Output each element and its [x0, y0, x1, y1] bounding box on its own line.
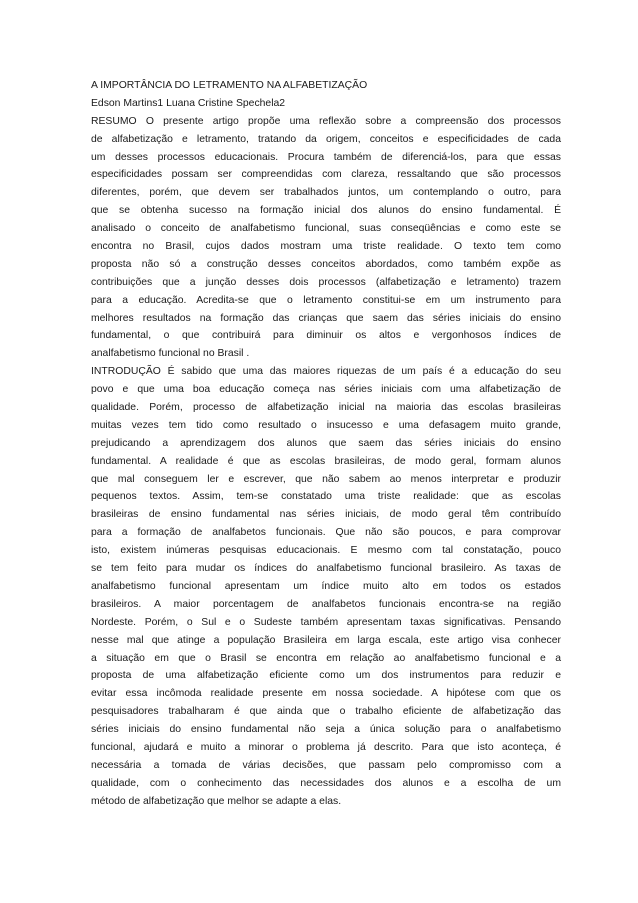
text-line: contribuições que a junção desses dois processos (alfabetização e letramento) trazem	[91, 276, 561, 288]
text-line: povo e que uma boa educação começa nas séries iniciais com uma alfabetização de	[91, 384, 561, 396]
text-line: brasileiros. A maior porcentagem de analfabetos funcionais encontra-se na região	[91, 598, 561, 610]
text-line: analisado o conceito de analfabetismo funcional, suas conseqüências e como este se	[91, 223, 561, 235]
text-line: a situação em que o Brasil se encontra em relação ao analfabetismo funcional e a	[91, 652, 561, 664]
text-line: qualidade, com o conhecimento das necessidades dos alunos e a escolha de um	[91, 777, 561, 789]
introduction-line: INTRODUÇÃO É sabido que uma das maiores riquezas de um país é a educação do seu	[91, 366, 561, 378]
text-line: encontra no Brasil, cujos dados mostram uma triste realidade. O texto tem como	[91, 241, 561, 253]
text-line: analfabetismo funcional no Brasil .	[91, 348, 250, 360]
text-line: nesse mal que atinge a população Brasileira em larga escala, este artigo visa conhecer	[91, 634, 561, 646]
text-line: necessária a tomada de várias decisões, que passam pelo compromisso com a	[91, 759, 561, 771]
text-line: melhores resultados na formação das crianças que saem das séries iniciais do ensino	[91, 312, 561, 324]
abstract-line: RESUMO O presente artigo propõe uma reflexão sobre a compreensão dos processos	[91, 115, 561, 127]
text-line: fundamental, o que contribuirá para diminuir os altos e vergonhosos índices de	[91, 330, 561, 342]
text-line: prejudicando a aprendizagem dos alunos que saem das séries iniciais do ensino	[91, 437, 561, 449]
text-line: pesquisadores trabalharam é que ainda que o trabalho eficiente de alfabetização das	[91, 706, 561, 718]
text-line: que mal conseguem ler e escrever, que não sabem ao menos interpretar e produzir	[91, 473, 561, 485]
text-line: de alfabetização e letramento, tratando da origem, conceitos e especificidades de cada	[91, 133, 561, 145]
text-line: muitas vezes tem tido como resultado o insucesso e uma defasagem muito grande,	[91, 419, 561, 431]
document-title: A IMPORTÂNCIA DO LETRAMENTO NA ALFABETIZAÇÃO	[91, 80, 368, 91]
text-line: proposta de uma alfabetização eficiente como um dos instrumentos para reduzir e	[91, 670, 561, 682]
text-line: funcional, ajudará e muito a minorar o problema já descrito. Para que isto aconteça, é	[91, 741, 561, 753]
document-body	[91, 77, 561, 811]
text-line: evitar essa incômoda realidade presente em nossa sociedade. A hipótese com que os	[91, 688, 561, 700]
document-text	[91, 113, 561, 811]
text-line: pequenos textos. Assim, tem-se constatado uma triste realidade: que as escolas	[91, 491, 561, 503]
text-line: séries iniciais do ensino fundamental não seja a única solução para o analfabetismo	[91, 724, 561, 736]
text-line: um desses processos educacionais. Procura também de diferenciá-los, para que essas	[91, 151, 561, 163]
text-line: isto, existem inúmeras pesquisas educacionais. E mesmo com tal constatação, pouco	[91, 545, 561, 557]
text-line: analfabetismo funcional apresentam um índice muito alto em todos os estados	[91, 580, 561, 592]
text-line: se tem feito para mudar os índices do analfabetismo funcional brasileiro. As taxas de	[91, 563, 561, 575]
text-line: fundamental. A realidade é que as escolas brasileiras, de modo geral, formam alunos	[91, 455, 561, 467]
text-line: diferentes, porém, que devem ser trabalhados juntos, um contemplando o outro, para	[91, 187, 561, 199]
text-line: qualidade. Porém, processo de alfabetização inicial na maioria das escolas brasileiras	[91, 402, 561, 414]
text-line: Nordeste. Porém, o Sul e o Sudeste também apresentam taxas significativas. Pensando	[91, 616, 561, 628]
text-line: brasileiras de ensino fundamental nas séries iniciais, de modo geral têm contribuído	[91, 509, 561, 521]
text-line: que se obtenha sucesso na formação inicial dos alunos do ensino fundamental. É	[91, 205, 561, 217]
text-line: para a formação de analfabetos funcionais. Que não são poucos, e para comprovar	[91, 527, 561, 539]
text-line: para a educação. Acredita-se que o letramento constitui-se em um instrumento para	[91, 294, 561, 306]
text-line: método de alfabetização que melhor se adapte a elas.	[91, 795, 342, 807]
text-line: proposta não só a construção desses conceitos abordados, como também expõe as	[91, 258, 561, 270]
document-authors: Edson Martins1 Luana Cristine Spechela2	[91, 97, 286, 109]
text-line: especificidades possam ser compreendidas com clareza, ressaltando que são processos	[91, 169, 561, 181]
